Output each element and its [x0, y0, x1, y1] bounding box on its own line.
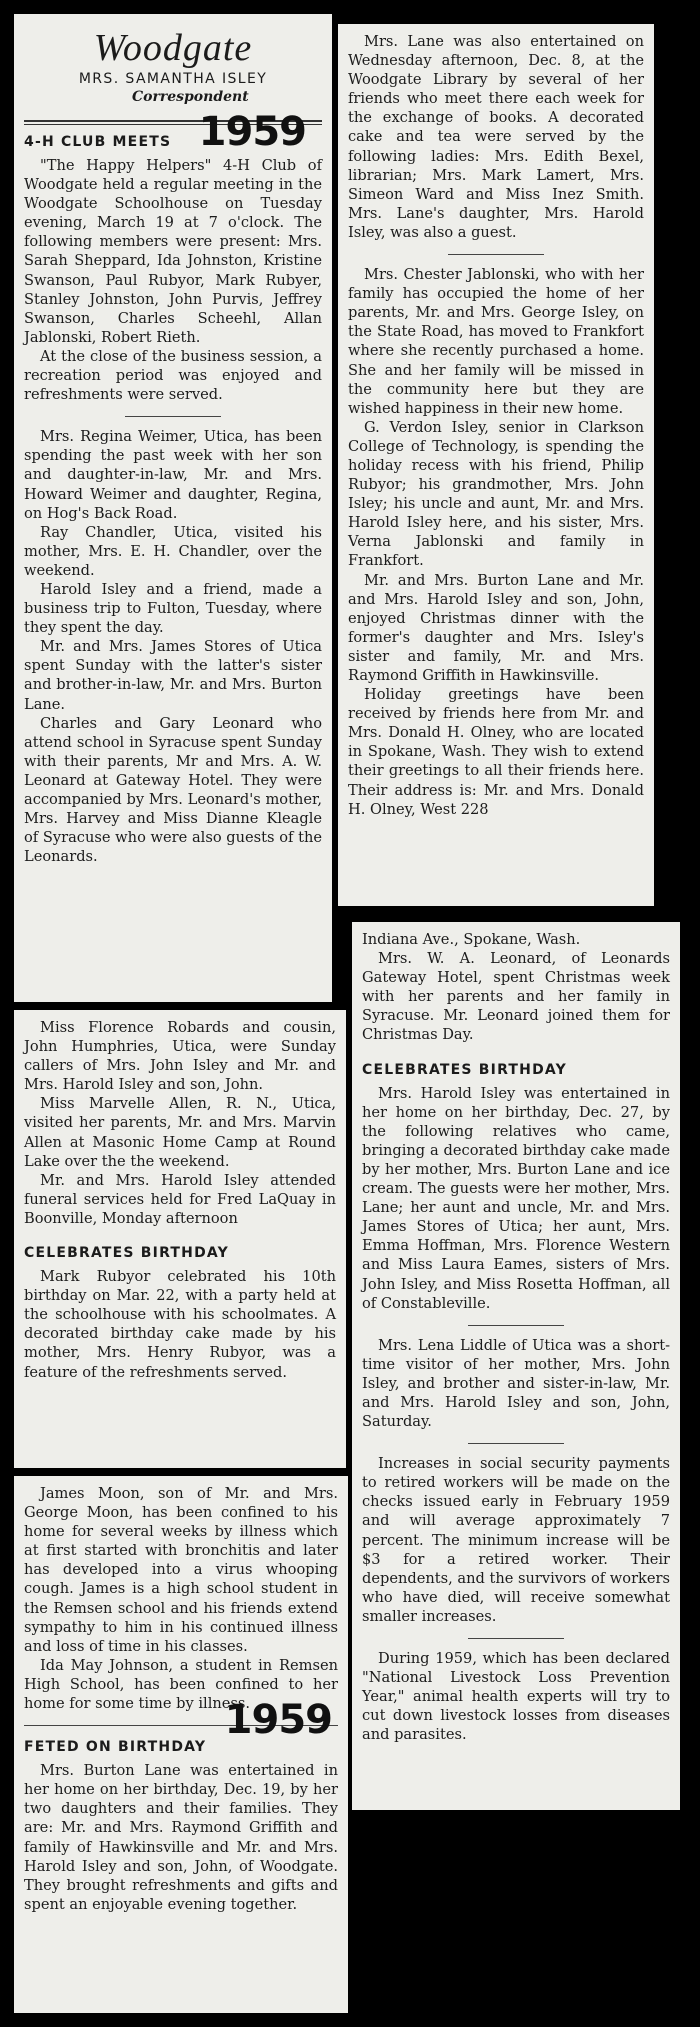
item-harold-fulton: Harold Isley and a friend, made a business trip to Fulton, Tuesday, where they spent the day.: [24, 580, 322, 637]
item-chandler: Ray Chandler, Utica, visited his mother, Mrs. E. H. Chandler, over the weekend.: [24, 523, 322, 579]
item-christmas-dinner: Mr. and Mrs. Burton Lane and Mr. and Mrs. Harold Isley and son, John, enjoyed Christmas dinner with the former's daughter and Mrs. Isley's sister and family, Mr. and Mrs. Raymond Griffith in Hawkinsville.: [348, 571, 644, 684]
item-weimer: Mrs. Regina Weimer, Utica, has been spending the past week with her son and daughter-in-law, Mr. and Mrs. Howard Weimer and daughter, Regina, on Hog's Back Road.: [24, 428, 322, 522]
item-olney-address-cont: Indiana Ave., Spokane, Wash.: [362, 931, 581, 948]
handwritten-year: 1959: [198, 109, 306, 155]
correspondent-name: MRS. SAMANTHA ISLEY: [78, 71, 268, 87]
item-lane-library: Mrs. Lane was also entertained on Wednesday afternoon, Dec. 8, at the Woodgate Library by several of her friends who meet there each week for the exchange of books. A decorated cake and tea were served by the following ladies: Mrs. Edith Bexel, librarian; Mrs. Mark Lamert, Mrs. Simeon Ward and Miss Inez Smith. Mrs. Lane's daughter, Mrs. Harold Isley, was also a guest.: [348, 33, 644, 241]
divider: [125, 416, 221, 417]
clipping-col1-top: [14, 14, 332, 1002]
divider: [468, 1638, 564, 1639]
clipping-col2-bottom: [352, 922, 680, 1810]
divider: [468, 1443, 564, 1444]
item-robards: Miss Florence Robards and cousin, John Humphries, Utica, were Sunday callers of Mrs. John Isley and Mr. and Mrs. Harold Isley and son, John.: [24, 1019, 336, 1094]
item-lena-liddle: Mrs. Lena Liddle of Utica was a short-time visitor of her mother, Mrs. John Isley, and brother and sister-in-law, Mr. and Mrs. Harold Isley and son, John, Saturday.: [362, 1336, 670, 1431]
divider: [468, 1325, 564, 1326]
article-4h-members: "The Happy Helpers" 4-H Club of Woodgate held a regular meeting in the Woodgate Schoolhouse on Tuesday evening, March 19 at 7 o'clock. The following members were present: Mrs. Sarah Sheppard, Ida Johnston, Kristine Swanson, Paul Rubyor, Mark Rubyer, Stanley Johnston, John Purvis, Jeffrey Swanson, Charles Scheehl, Allan Jablonski, Robert Rieth.: [24, 157, 322, 346]
correspondent-label: Correspondent: [132, 89, 249, 105]
item-livestock-year: During 1959, which has been declared "National Livestock Loss Prevention Year," animal health experts will try to cut down livestock losses from diseases and parasites.: [362, 1650, 670, 1744]
item-stores: Mr. and Mrs. James Stores of Utica spent Sunday with the latter's sister and brother-in-law, Mr. and Mrs. Burton Lane.: [24, 638, 322, 713]
article-mark-rubyor-birthday: Mark Rubyor celebrated his 10th birthday on Mar. 22, with a party held at the schoolhouse with his schoolmates. A decorated birthday cake made by his mother, Mrs. Henry Rubyor, was a feature of the refreshments served.: [24, 1268, 336, 1381]
item-jablonski-moved: Mrs. Chester Jablonski, who with her family has occupied the home of her parents, Mr. and Mrs. George Isley, on the State Road, has moved to Frankfort where she recently purchased a home. She and her family will be missed in the community here but they are wished happiness in their new home.: [348, 266, 644, 417]
divider: [448, 254, 544, 255]
article-4h-recreation: At the close of the business session, a recreation period was enjoyed and refreshments were served.: [24, 347, 322, 404]
item-social-security: Increases in social security payments to retired workers will be made on the checks issued early in February 1959 and will average approximately 7 percent. The minimum increase will be $3 for a retired worker. Their dependents, and the survivors of workers who have died, will receive somewhat smaller increases.: [362, 1455, 670, 1625]
item-ida-may-johnson: Ida May Johnson, a student in Remsen High School, has been confined to her home for some time by illness.: [24, 1656, 338, 1713]
item-verdon-isley: G. Verdon Isley, senior in Clarkson College of Technology, is spending the holiday recess with his friend, Philip Rubyor; his grandmother, Mrs. John Isley; his uncle and aunt, Mr. and Mrs. Harold Isley here, and his sister, Mrs. Verna Jablonski and family in Frankfort.: [348, 418, 644, 570]
headline-4h-club: 4-H CLUB MEETS: [24, 134, 172, 150]
headline-feted-on-birthday: FETED ON BIRTHDAY: [24, 1739, 207, 1756]
clipping-col2-top: [338, 24, 654, 906]
item-james-moon: James Moon, son of Mr. and Mrs. George Moon, has been confined to his home for several weeks by illness which at first started with bronchitis and later has developed into a virus whooping cough. James is a high school student in the Remsen school and his friends extend sympathy to him in his continued illness and loss of time in his classes.: [24, 1485, 338, 1655]
column-title: Woodgate: [93, 27, 253, 69]
clipping-col1-mid: [14, 1010, 346, 1468]
article-burton-lane-birthday: Mrs. Burton Lane was entertained in her home on her birthday, Dec. 19, by her two daughters and their families. They are: Mr. and Mrs. Raymond Griffith and family of Hawkinsville and Mr. and Mrs. Harold Isley and son, John, of Woodgate. They brought refreshments and gifts and spent an enjoyable evening together.: [24, 1762, 338, 1913]
headline-celebrates-birthday-2: CELEBRATES BIRTHDAY: [362, 1061, 567, 1078]
article-harold-isley-birthday: Mrs. Harold Isley was entertained in her home on her birthday, Dec. 27, by the following relatives who came, bringing a decorated birthday cake made by her mother, Mrs. Burton Lane and ice cream. The guests were her mother, Mrs. Lane; her aunt and uncle, Mr. and Mrs. James Stores of Utica; her aunt, Mrs. Emma Hoffman, Mrs. Florence Western and Miss Laura Eames, sisters of Mrs. John Isley, and Miss Rosetta Hoffman, all of Constableville.: [362, 1084, 670, 1312]
item-olney-greetings: Holiday greetings have been received by friends here from Mr. and Mrs. Donald H. Olney, who are located in Spokane, Wash. They wish to extend their greetings to all their friends here. Their address is: Mr. and Mrs. Donald H. Olney, West 228: [348, 686, 644, 818]
headline-celebrates-birthday: CELEBRATES BIRTHDAY: [24, 1245, 229, 1262]
item-mrs-leonard-christmas: Mrs. W. A. Leonard, of Leonards Gateway Hotel, spent Christmas week with her parents and her family in Syracuse. Mr. Leonard joined them for Christmas Day.: [362, 950, 670, 1044]
item-marvelle-allen: Miss Marvelle Allen, R. N., Utica, visited her parents, Mr. and Mrs. Marvin Allen at Masonic Home Camp at Round Lake over the the weekend.: [24, 1095, 336, 1170]
item-laquay-funeral: Mr. and Mrs. Harold Isley attended funeral services held for Fred LaQuay in Boonville, Monday afternoon: [24, 1171, 336, 1227]
item-leonard-sons: Charles and Gary Leonard who attend school in Syracuse spent Sunday with their parents, Mr and Mrs. A. W. Leonard at Gateway Hotel. They were accompanied by Mrs. Leonard's mother, Mrs. Harvey and Miss Dianne Kleagle of Syracuse who were also guests of the Leonards.: [24, 714, 322, 866]
clipping-col1-bottom: [14, 1476, 348, 2013]
handwritten-year-2: 1959: [224, 1697, 332, 1743]
